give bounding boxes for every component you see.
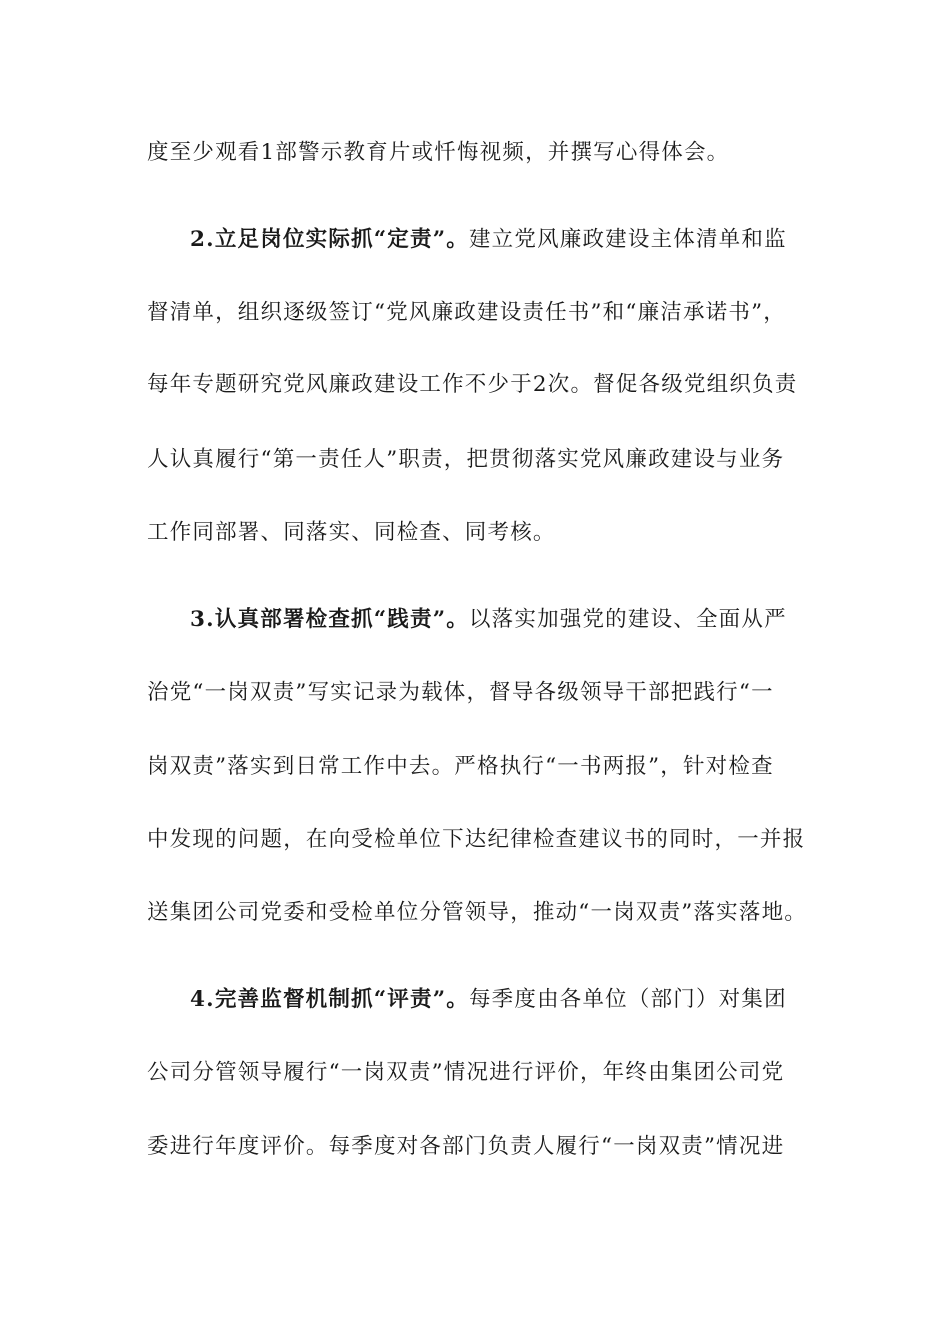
paragraph-2-line-4: 人认真履行“第一责任人”职责，把贯彻落实党风廉政建设与业务 <box>147 447 785 472</box>
paragraph-4-line-3: 委进行年度评价。每季度对各部门负责人履行“一岗双责”情况进 <box>147 1134 785 1159</box>
paragraph-4-line-2: 公司分管领导履行“一岗双责”情况进行评价，年终由集团公司党 <box>147 1060 785 1085</box>
paragraph-2-line-3: 每年专题研究党风廉政建设工作不少于2次。督促各级党组织负责 <box>147 372 798 397</box>
paragraph-3-line-3: 岗双责”落实到日常工作中去。严格执行“一书两报”，针对检查 <box>147 754 774 779</box>
paragraph-3-line-4: 中发现的问题，在向受检单位下达纪律检查建议书的同时，一并报 <box>147 827 806 852</box>
paragraph-4-line-1 <box>190 985 807 1015</box>
paragraph-4-line-1-text: 每季度由各单位（部门）对集团 <box>468 987 787 1012</box>
paragraph-2-line-5: 工作同部署、同落实、同检查、同考核。 <box>147 520 556 545</box>
paragraph-2-line-2: 督清单，组织逐级签订“党风廉政建设责任书”和“廉洁承诺书”， <box>147 300 786 325</box>
paragraph-4-heading: 4.完善监督机制抓“评责”。 <box>190 987 469 1012</box>
paragraph-2-line-1 <box>190 225 807 255</box>
paragraph-3-line-1-text: 以落实加强党的建设、全面从严 <box>468 607 787 632</box>
paragraph-2-heading: 2.立足岗位实际抓“定责”。 <box>190 227 469 252</box>
paragraph-3-line-1 <box>190 605 807 635</box>
paragraph-2-line-1-text: 建立党风廉政建设主体清单和监 <box>468 227 787 252</box>
paragraph-3-line-5: 送集团公司党委和受检单位分管领导，推动“一岗双责”落实落地。 <box>147 900 807 925</box>
paragraph-3-heading: 3.认真部署检查抓“践责”。 <box>190 607 469 632</box>
paragraph-3-line-2: 治党“一岗双责”写实记录为载体，督导各级领导干部把践行“一 <box>147 680 774 705</box>
paragraph-1-line-1: 度至少观看1部警示教育片或忏悔视频，并撰写心得体会。 <box>147 140 730 165</box>
